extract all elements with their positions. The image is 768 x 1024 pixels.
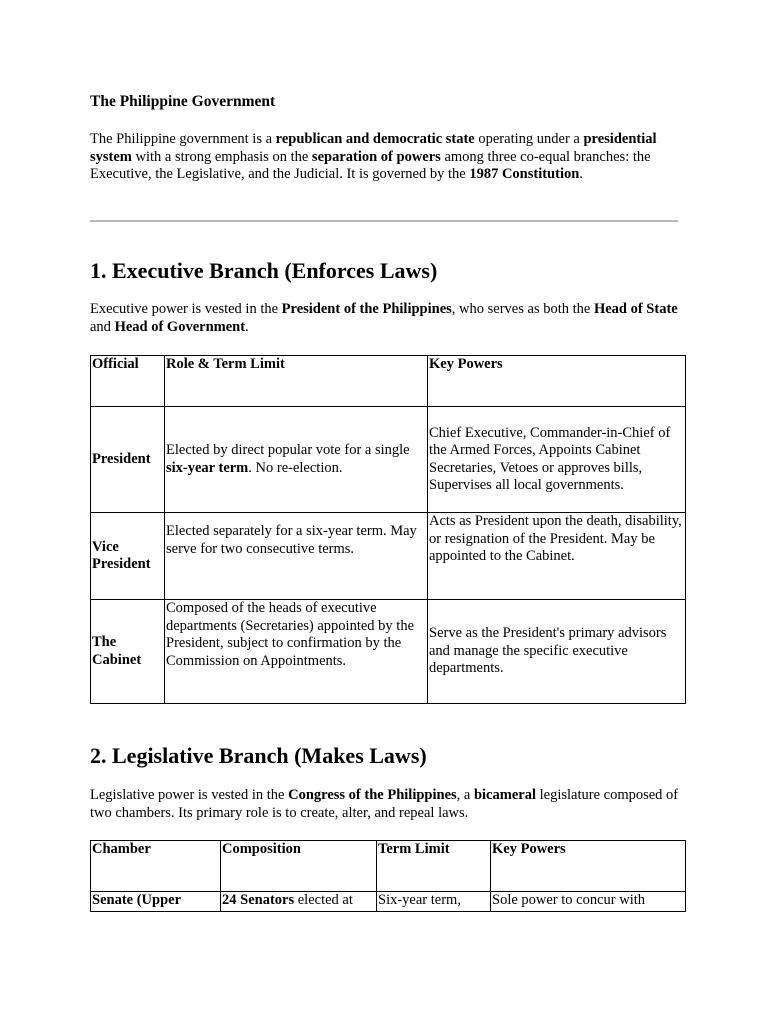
executive-table (90, 355, 686, 704)
para-bold: President of the Philippines (281, 301, 452, 317)
para-text: legislature composed of two chambers. Its primary role is to create, alter, and repeal laws. (90, 787, 679, 821)
executive-paragraph (90, 301, 684, 336)
official-cell: President (91, 407, 165, 513)
column-header-official: Official (91, 356, 165, 407)
powers-cell: Sole power to concur with (491, 892, 686, 912)
column-header-powers: Key Powers (491, 841, 686, 892)
table-row (91, 513, 686, 600)
para-text: Executive power is vested in the (90, 301, 282, 317)
table-row (91, 892, 686, 912)
para-bold: bicameral (473, 787, 536, 803)
para-bold: Congress of the Philippines (288, 787, 457, 803)
para-text: Legislative power is vested in the (90, 787, 289, 803)
para-bold: Head of State (593, 301, 678, 317)
column-header-term: Term Limit (377, 841, 491, 892)
intro-text: The Philippine government is a (90, 131, 276, 147)
intro-bold: presidential system (90, 131, 657, 165)
intro-bold: 1987 Constitution (469, 166, 580, 182)
powers-cell: Serve as the President's primary advisors and manage the specific executive departments. (428, 600, 686, 704)
table-header-row (91, 356, 686, 407)
table-header-row (91, 841, 686, 892)
term-cell: Six-year term, (377, 892, 491, 912)
official-cell: The Cabinet (91, 600, 165, 704)
role-cell: Composed of the heads of executive departments (Secretaries) appointed by the President, subject to confirmation by the Commission on Appointments. (165, 600, 428, 704)
para-text: , a (456, 787, 474, 803)
column-header-role: Role & Term Limit (165, 356, 428, 407)
role-text: . No re-election. (248, 459, 343, 476)
composition-cell (221, 892, 377, 912)
para-bold: Head of Government (114, 318, 246, 335)
column-header-chamber: Chamber (91, 841, 221, 892)
table-row (91, 407, 686, 513)
table-row (91, 600, 686, 704)
para-text: . (245, 318, 249, 335)
legislative-table (90, 840, 686, 912)
role-text: Elected by direct popular vote for a single (166, 442, 410, 458)
chamber-cell: Senate (Upper (91, 892, 221, 912)
powers-cell: Acts as President upon the death, disability, or resignation of the President. May be appointed to the Cabinet. (428, 513, 686, 600)
para-text: , who serves as both the (451, 301, 594, 317)
document-title: The Philippine Government (90, 93, 276, 110)
column-header-composition: Composition (221, 841, 377, 892)
role-bold: six-year term (166, 459, 249, 476)
role-cell (165, 407, 428, 513)
column-header-powers: Key Powers (428, 356, 686, 407)
horizontal-divider (90, 220, 678, 222)
legislative-paragraph (90, 787, 684, 822)
composition-bold: 24 Senators (222, 892, 295, 908)
intro-text: operating under a (474, 131, 584, 147)
composition-text: elected at (294, 892, 353, 908)
intro-text: with a strong emphasis on the (131, 148, 312, 165)
legislative-heading: 2. Legislative Branch (Makes Laws) (90, 743, 427, 768)
official-cell: Vice President (91, 513, 165, 600)
intro-paragraph (90, 131, 680, 184)
executive-heading: 1. Executive Branch (Enforces Laws) (90, 258, 438, 283)
intro-bold: republican and democratic state (275, 131, 475, 147)
role-cell: Elected separately for a six-year term. May serve for two consecutive terms. (165, 513, 428, 600)
para-text: and (90, 318, 115, 335)
intro-bold: separation of powers (311, 148, 441, 165)
intro-text: . (579, 166, 583, 182)
powers-cell: Chief Executive, Commander-in-Chief of the Armed Forces, Appoints Cabinet Secretaries, Vetoes or approves bills, Supervises all local governments. (428, 407, 686, 513)
intro-text: among three co-equal branches: the Executive, the Legislative, and the Judicial. It is governed by the (90, 148, 651, 182)
